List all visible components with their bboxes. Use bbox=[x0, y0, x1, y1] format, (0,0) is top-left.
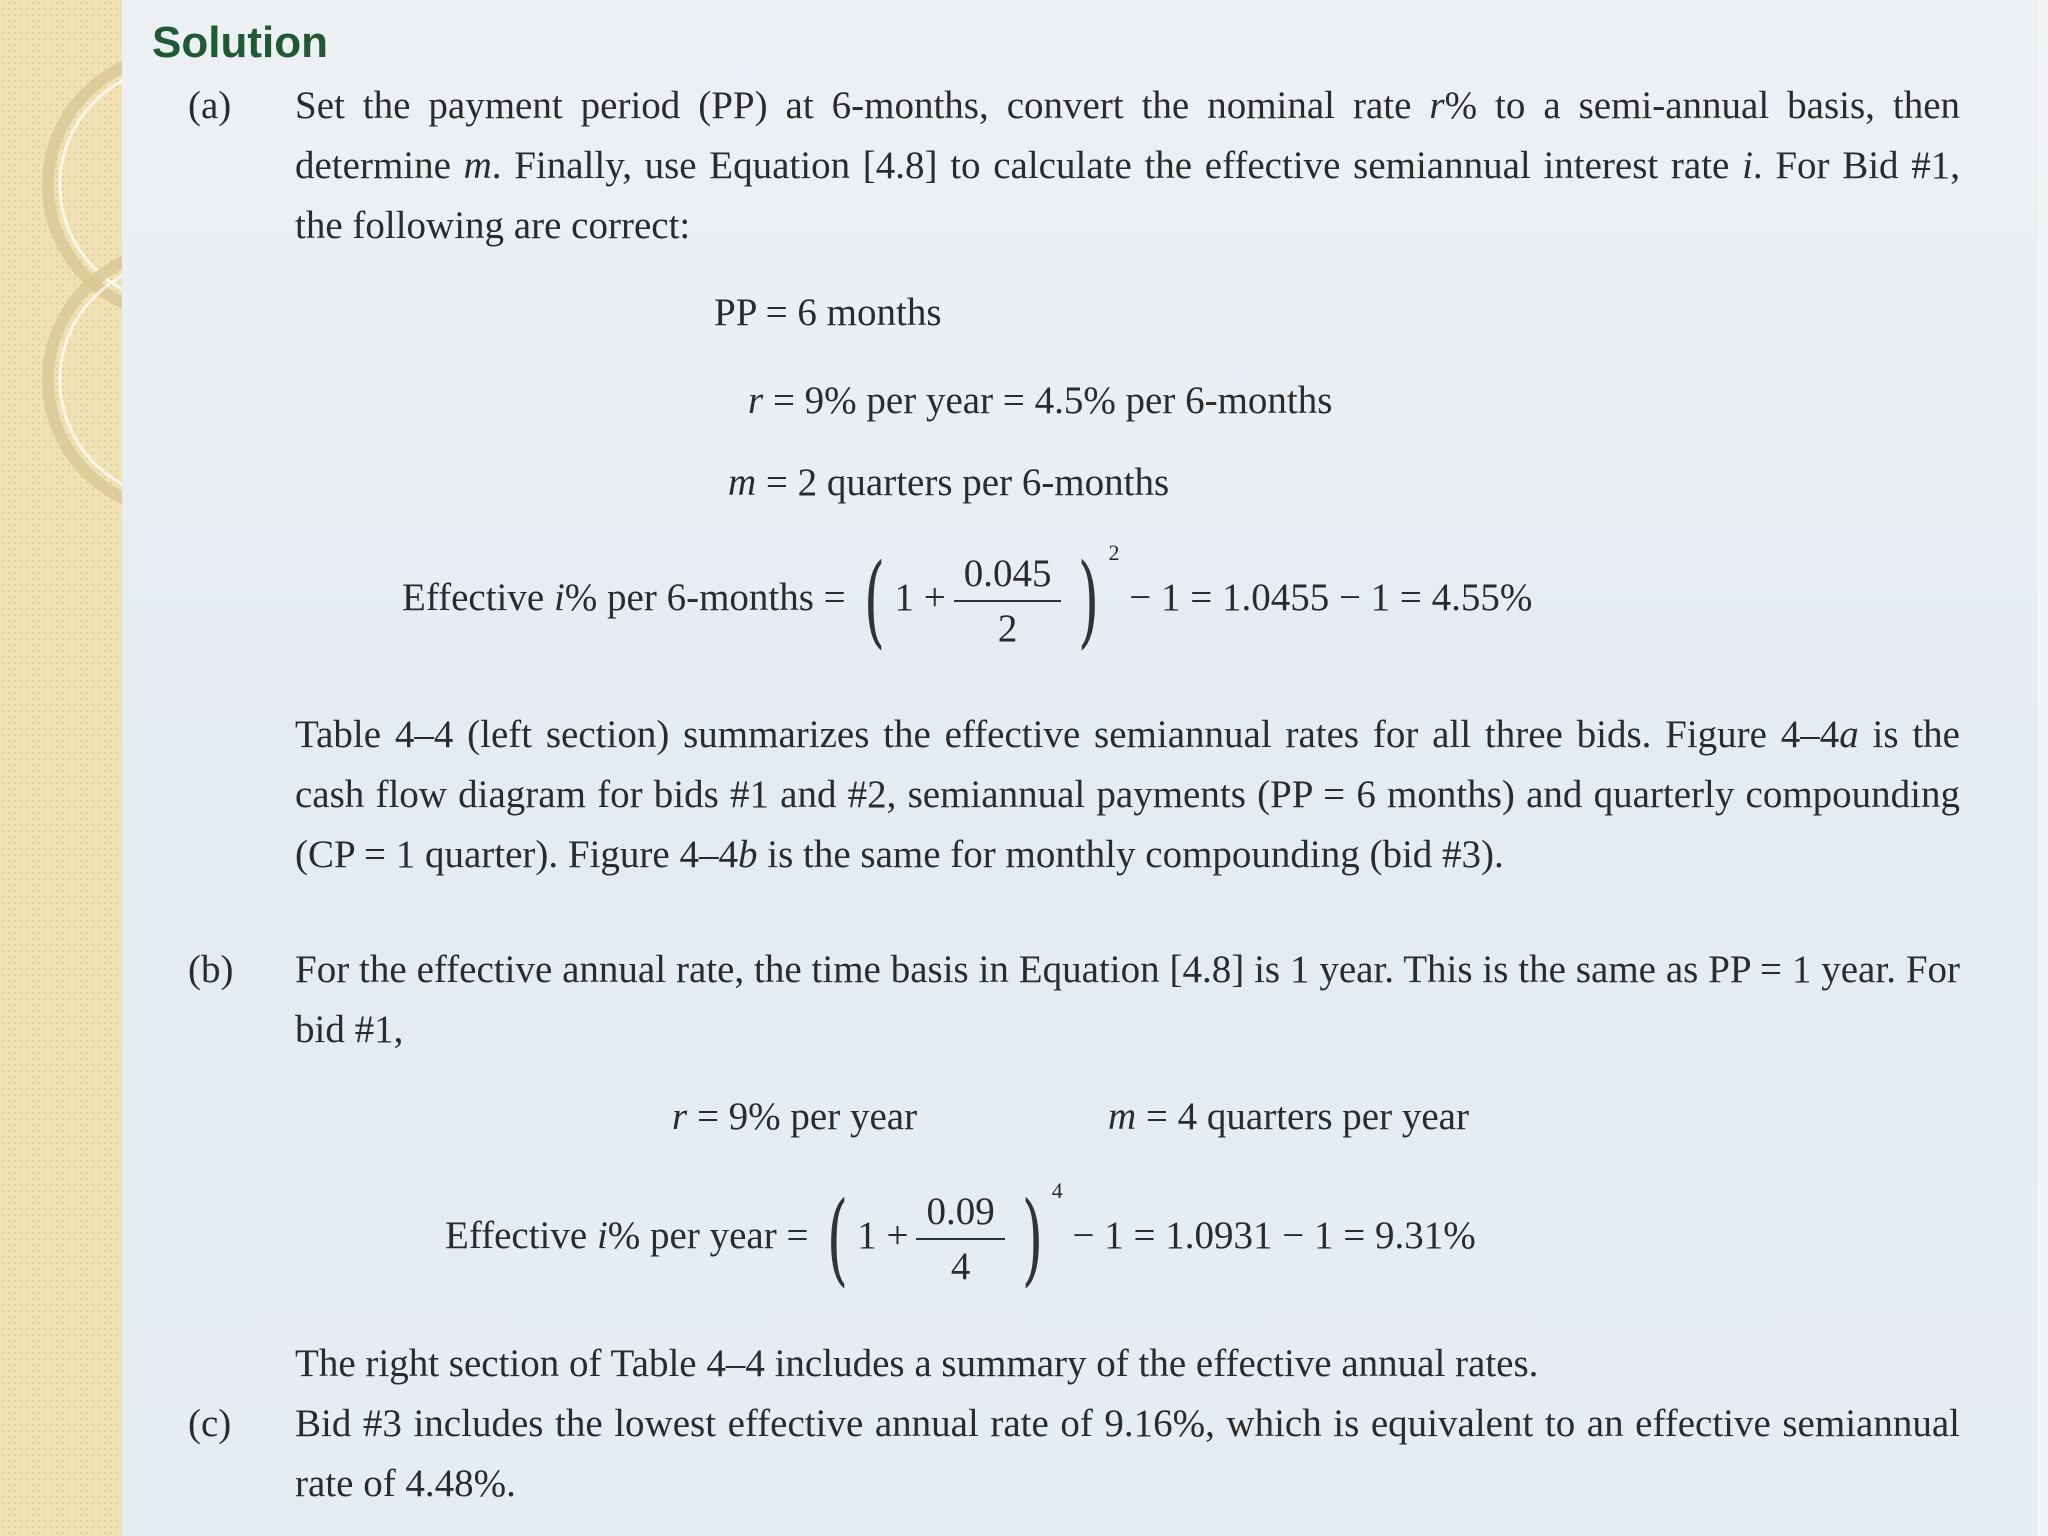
left-paren-icon: ( bbox=[826, 1180, 849, 1298]
slide-title: Solution bbox=[152, 18, 328, 67]
equation-r-annual: r = 9% per year bbox=[672, 1095, 918, 1138]
fraction: $\frac{0.045}{2}$ bbox=[954, 551, 1062, 651]
fraction: $\frac{0.09}{4}$ bbox=[916, 1189, 1004, 1289]
right-paren-icon: ) bbox=[1021, 1180, 1043, 1298]
right-border bbox=[2038, 0, 2048, 1536]
part-a-intro: Set the payment period (PP) at 6-months, convert the nominal rate r% to a semi-annual basis, then determine m. Finally, use Equation [4.8] to calculate the effective semiannual interest rate i. For Bid #1, the following are correct: bbox=[295, 84, 1960, 247]
equation-m: m = 2 quarters per 6-months bbox=[728, 461, 1170, 504]
part-b-intro: For the effective annual rate, the time basis in Equation [4.8] is 1 year. This is the same as PP = 1 year. For bid #1, bbox=[295, 948, 1960, 1051]
part-b-summary: The right section of Table 4–4 includes a summary of the effective annual rates. bbox=[295, 1342, 1539, 1385]
equation-m-annual: m = 4 quarters per year bbox=[1108, 1095, 1469, 1138]
equation-effective-annual: Effective i% per year = ( 1 + $\frac{0.09}{4}$ ) $^4$ − 1 = 1.0931 − 1 = 9.31% bbox=[445, 1178, 1476, 1298]
equation-r: r = 9% per year = 4.5% per 6-months bbox=[748, 379, 1333, 422]
left-paren-icon: ( bbox=[864, 542, 886, 660]
part-a-label: (a) bbox=[188, 84, 232, 127]
right-paren-icon: ) bbox=[1078, 542, 1100, 660]
part-a-summary: Table 4–4 (left section) summarizes the effective semiannual rates for all three bids. Figure 4–4a is the cash flow diagram for bids #1 and #2, semiannual payments (PP = 6 months) and quarterly compounding (CP = 1 quarter). Figure 4–4b is the same for monthly compounding (bid #3). bbox=[295, 713, 1960, 876]
equation-effective-semiannual: Effective i% per 6-months = ( 1 + $\frac{0.045}{2}$ ) $^2$ − 1 = 1.0455 − 1 = 4.55% bbox=[402, 540, 1533, 660]
part-c-text: Bid #3 includes the lowest effective annual rate of 9.16%, which is equivalent to an effective semiannual rate of 4.48%. bbox=[295, 1402, 1960, 1505]
equation-pp: PP = 6 months bbox=[714, 291, 942, 334]
part-b-label: (b) bbox=[188, 948, 234, 991]
part-c-label: (c) bbox=[188, 1402, 232, 1445]
